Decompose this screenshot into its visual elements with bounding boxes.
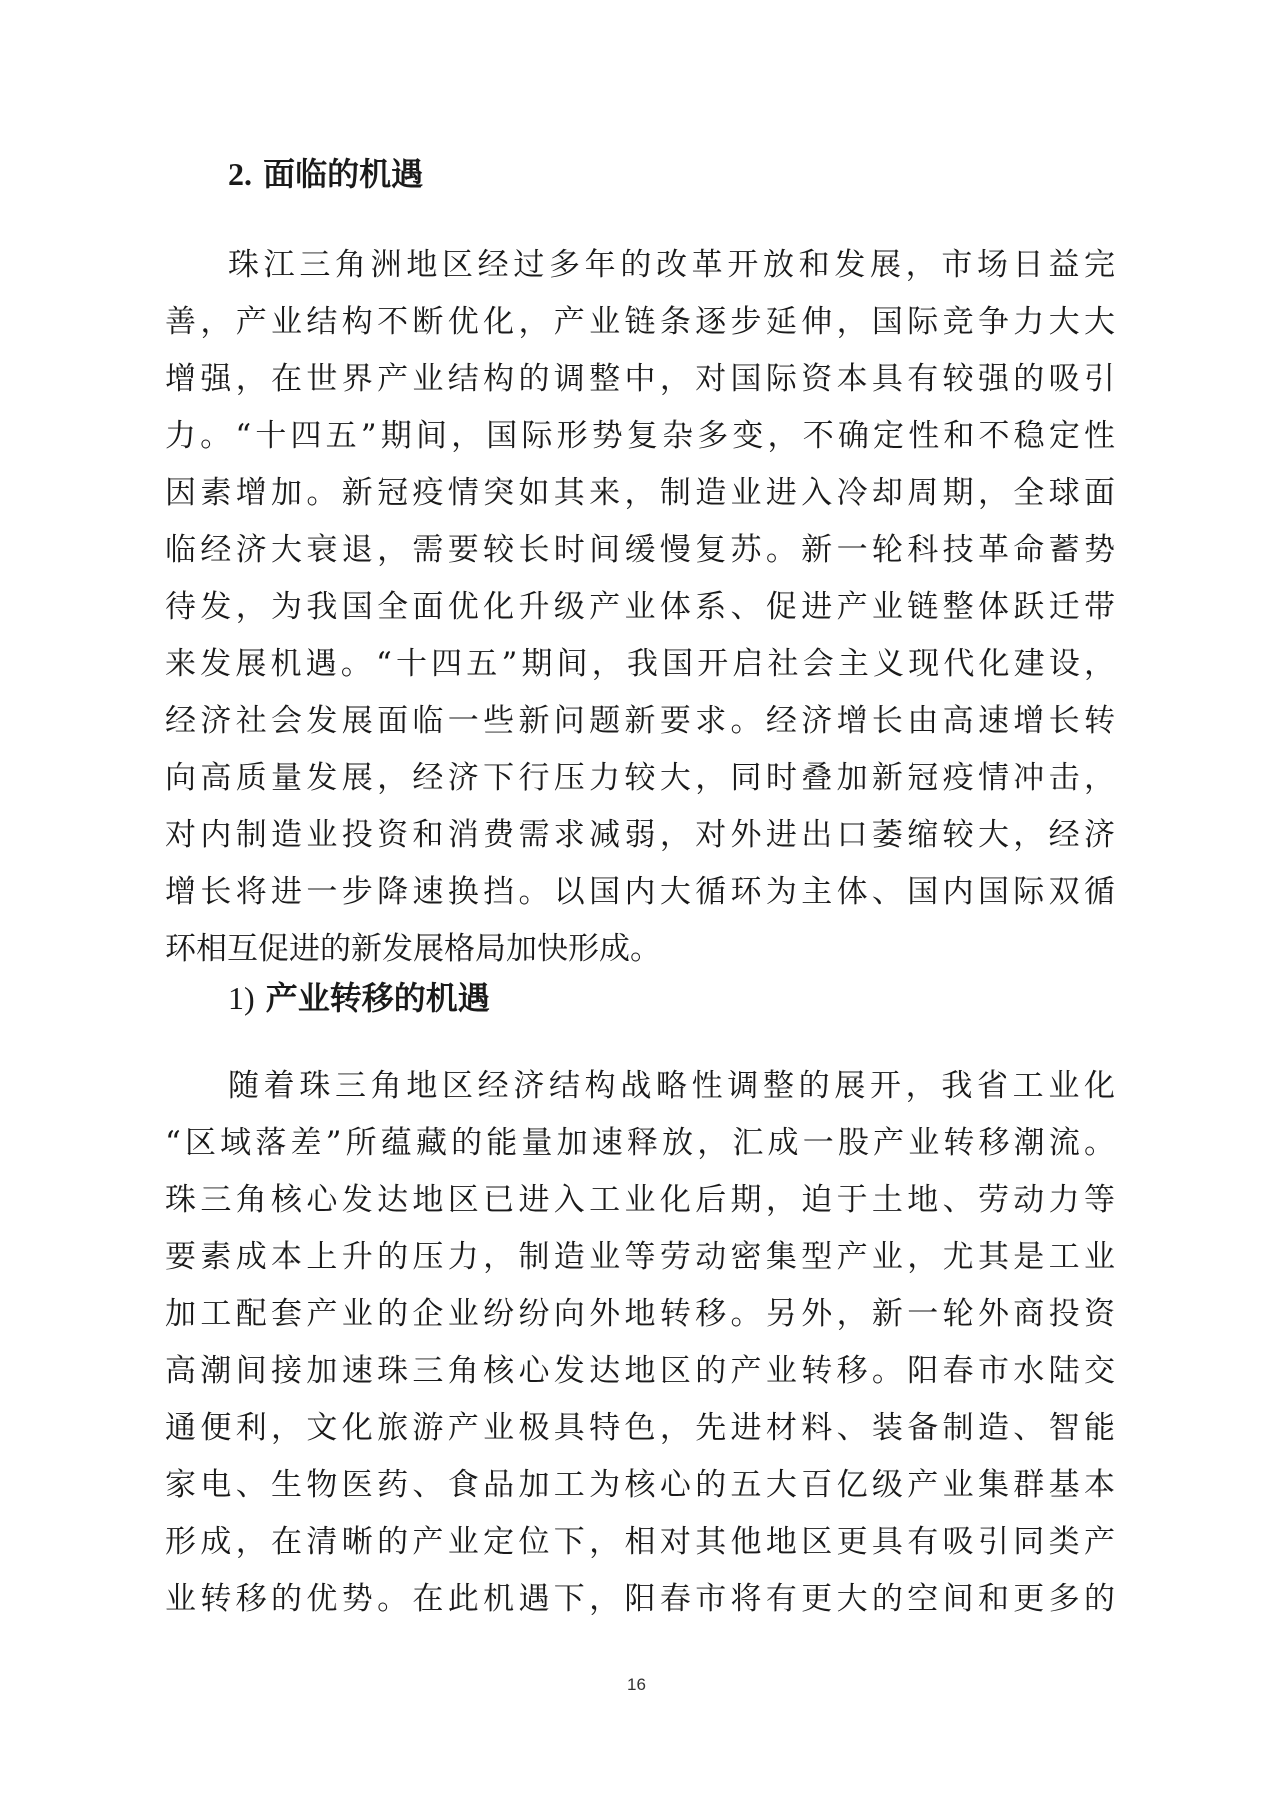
paragraph-line: 因素增加。新冠疫情突如其来，制造业进入冷却周期，全球面 (165, 475, 1115, 511)
paragraph-line: 珠三角核心发达地区已进入工业化后期，迫于土地、劳动力等 (165, 1182, 1115, 1218)
paragraph-line: 善，产业结构不断优化，产业链条逐步延伸，国际竞争力大大 (165, 304, 1115, 340)
page-number: 16 (627, 1675, 646, 1694)
paragraph-line: 来发展机遇。“十四五”期间，我国开启社会主义现代化建设， (165, 646, 1115, 682)
section-title: 面临的机遇 (263, 155, 424, 193)
paragraph-line: 力。“十四五”期间，国际形势复杂多变，不确定性和不稳定性 (165, 418, 1115, 454)
paragraph-line: 家电、生物医药、食品加工为核心的五大百亿级产业集群基本 (165, 1467, 1115, 1503)
paragraph-line: 增长将进一步降速换挡。以国内大循环为主体、国内国际双循 (165, 874, 1115, 910)
section-heading (228, 152, 423, 196)
paragraph-line: 对内制造业投资和消费需求减弱，对外进出口萎缩较大，经济 (165, 817, 1115, 853)
paragraph-line: 珠江三角洲地区经过多年的改革开放和发展，市场日益完 (228, 247, 1115, 283)
paragraph-line: 经济社会发展面临一些新问题新要求。经济增长由高速增长转 (165, 703, 1115, 739)
paragraph-line: 通便利，文化旅游产业极具特色，先进材料、装备制造、智能 (165, 1410, 1115, 1446)
paragraph-line: “区域落差”所蕴藏的能量加速释放，汇成一股产业转移潮流。 (165, 1125, 1115, 1161)
section-number: 2. (228, 156, 252, 192)
paragraph-line: 环相互促进的新发展格局加快形成。 (165, 931, 661, 967)
paragraph-line: 加工配套产业的企业纷纷向外地转移。另外，新一轮外商投资 (165, 1296, 1115, 1332)
paragraph-line: 临经济大衰退，需要较长时间缓慢复苏。新一轮科技革命蓄势 (165, 532, 1115, 568)
paragraph-line: 向高质量发展，经济下行压力较大，同时叠加新冠疫情冲击， (165, 760, 1115, 796)
paragraph-line: 随着珠三角地区经济结构战略性调整的展开，我省工业化 (228, 1068, 1115, 1104)
paragraph-industry-transfer (165, 1058, 1115, 1628)
paragraph-opportunities (165, 237, 1115, 978)
subsection-title: 产业转移的机遇 (265, 979, 490, 1017)
subsection-heading (228, 976, 490, 1020)
paragraph-line: 高潮间接加速珠三角核心发达地区的产业转移。阳春市水陆交 (165, 1353, 1115, 1389)
paragraph-line: 增强，在世界产业结构的调整中，对国际资本具有较强的吸引 (165, 361, 1115, 397)
subsection-number: 1) (228, 980, 255, 1016)
paragraph-line: 要素成本上升的压力，制造业等劳动密集型产业，尤其是工业 (165, 1239, 1115, 1275)
paragraph-line: 业转移的优势。在此机遇下，阳春市将有更大的空间和更多的 (165, 1581, 1115, 1617)
paragraph-line: 形成，在清晰的产业定位下，相对其他地区更具有吸引同类产 (165, 1524, 1115, 1560)
paragraph-line: 待发，为我国全面优化升级产业体系、促进产业链整体跃迁带 (165, 589, 1115, 625)
